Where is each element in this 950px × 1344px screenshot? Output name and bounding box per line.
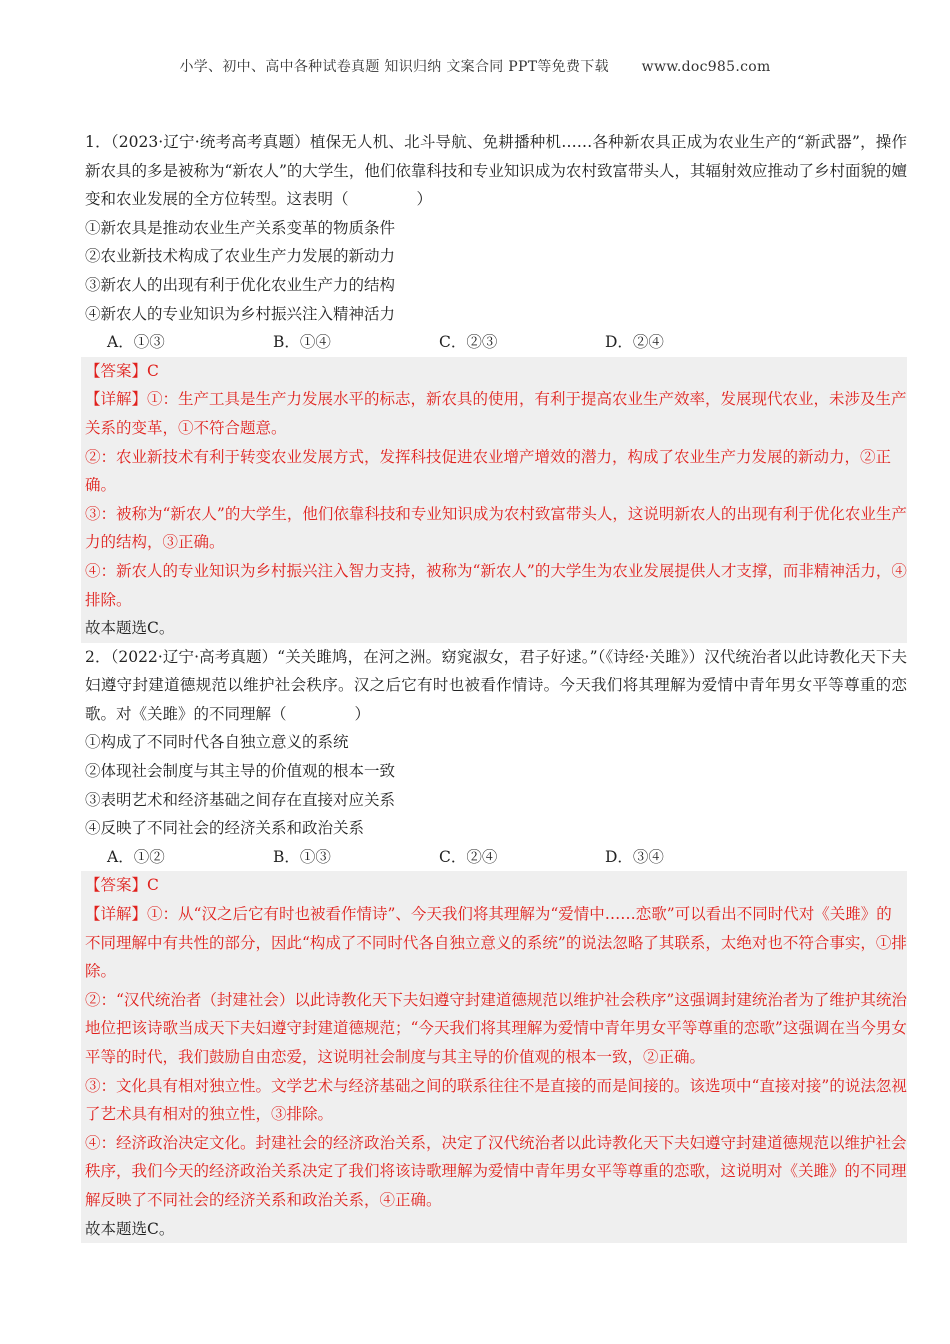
header-site: www.doc985.com	[641, 59, 771, 75]
question-close: ）	[354, 704, 371, 723]
detail-label: 【详解】	[85, 905, 148, 924]
detail-paragraph: ④：经济政治决定文化。封建社会的经济政治关系，决定了汉代统治者以此诗教化天下夫妇遵守封建道德规范以维护社会秩序，我们今天的经济政治关系决定了我们将该诗歌理解为爱情中青年男女平等尊重的恋歌，这说明对《关雎》的不同理解反映了不同社会的经济关系和政治关系，④正确。	[85, 1133, 907, 1209]
header-text: 小学、初中、高中各种试卷真题 知识归纳 文案合同 PPT等免费下载	[179, 59, 609, 75]
choice-d: D．②④	[605, 333, 664, 352]
detail-label: 【详解】	[85, 390, 148, 409]
question-2	[85, 643, 907, 1243]
question-text: 1．（2023·辽宁·统考高考真题）植保无人机、北斗导航、免耕播种机……各种新农具正成为农业生产的“新武器”，操作新农具的多是被称为“新农人”的大学生，他们依靠科技和专业知识成为农村致富带头人，其辐射效应推动了乡村面貌的嬗变和农业发展的全方位转型。这表明（	[85, 133, 907, 209]
answer-label: 【答案】C	[85, 876, 159, 895]
question-stem	[85, 128, 907, 214]
detail-paragraph: ②：“汉代统治者（封建社会）以此诗教化天下夫妇遵守封建道德规范以维护社会秩序”这强调封建统治者为了维护其统治地位把该诗歌当成天下夫妇遵守封建道德规范；“今天我们将其理解为爱情中青年男女平等尊重的恋歌”这强调在当今男女平等的时代，我们鼓励自由恋爱，这说明社会制度与其主导的价值观的根本一致，②正确。	[85, 990, 907, 1066]
statement-option: ②体现社会制度与其主导的价值观的根本一致	[85, 762, 396, 781]
answer-explanation	[81, 357, 907, 643]
choice-a: A．①③	[107, 333, 165, 352]
question-1	[85, 128, 907, 643]
statement-option: ②农业新技术构成了农业生产力发展的新动力	[85, 247, 396, 266]
conclusion: 故本题选C。	[85, 619, 175, 638]
statement-option: ④新农人的专业知识为乡村振兴注入精神活力	[85, 304, 396, 323]
answer-choices	[85, 328, 907, 357]
choice-c: C．②③	[439, 333, 498, 352]
detail-paragraph: ③：被称为“新农人”的大学生，他们依靠科技和专业知识成为农村致富带头人，这说明新农人的出现有利于优化农业生产力的结构，③正确。	[85, 504, 907, 552]
choice-a: A．①②	[107, 847, 165, 866]
document-body	[85, 128, 907, 1243]
statement-option: ③新农人的出现有利于优化农业生产力的结构	[85, 275, 396, 294]
statement-option: ③表明艺术和经济基础之间存在直接对应关系	[85, 790, 396, 809]
conclusion: 故本题选C。	[85, 1219, 175, 1238]
detail-paragraph: ④：新农人的专业知识为乡村振兴注入智力支持，被称为“新农人”的大学生为农业发展提供人才支撑，而非精神活力，④排除。	[85, 561, 907, 609]
choice-b: B．①④	[273, 333, 331, 352]
question-close: ）	[416, 190, 433, 209]
answer-explanation	[81, 871, 907, 1243]
choice-c: C．②④	[439, 847, 498, 866]
answer-choices	[85, 843, 907, 872]
statement-option: ①构成了不同时代各自独立意义的系统	[85, 733, 349, 752]
statement-option: ①新农具是推动农业生产关系变革的物质条件	[85, 218, 396, 237]
statement-option: ④反映了不同社会的经济关系和政治关系	[85, 819, 365, 838]
choice-d: D．③④	[605, 847, 664, 866]
detail-paragraph: ③：文化具有相对独立性。文学艺术与经济基础之间的联系往往不是直接的而是间接的。该选项中“直接对接”的说法忽视了艺术具有相对的独立性，③排除。	[85, 1076, 907, 1124]
answer-label: 【答案】C	[85, 361, 159, 380]
page-header	[0, 56, 950, 76]
detail-paragraph: 【详解】①：生产工具是生产力发展水平的标志，新农具的使用，有利于提高农业生产效率，发展现代农业，未涉及生产关系的变革，①不符合题意。	[85, 390, 907, 437]
question-text: 2．（2022·辽宁·高考真题）“关关雎鸠，在河之洲。窈窕淑女，君子好逑。”（《诗经·关雎》）汉代统治者以此诗教化天下夫妇遵守封建道德规范以维护社会秩序。汉之后它有时也被看作情诗。今天我们将其理解为爱情中青年男女平等尊重的恋歌。对《关雎》的不同理解（	[85, 647, 907, 723]
detail-paragraph: ②：农业新技术有利于转变农业发展方式，发挥科技促进农业增产增效的潜力，构成了农业生产力发展的新动力，②正确。	[85, 447, 892, 495]
question-stem	[85, 643, 907, 729]
detail-paragraph: 【详解】①：从“汉之后它有时也被看作情诗”、今天我们将其理解为“爱情中……恋歌”可以看出不同时代对《关雎》的不同理解中有共性的部分，因此“构成了不同时代各自独立意义的系统”的说法忽略了其联系，太绝对也不符合事实，①排除。	[85, 905, 907, 981]
choice-b: B．①③	[273, 847, 331, 866]
